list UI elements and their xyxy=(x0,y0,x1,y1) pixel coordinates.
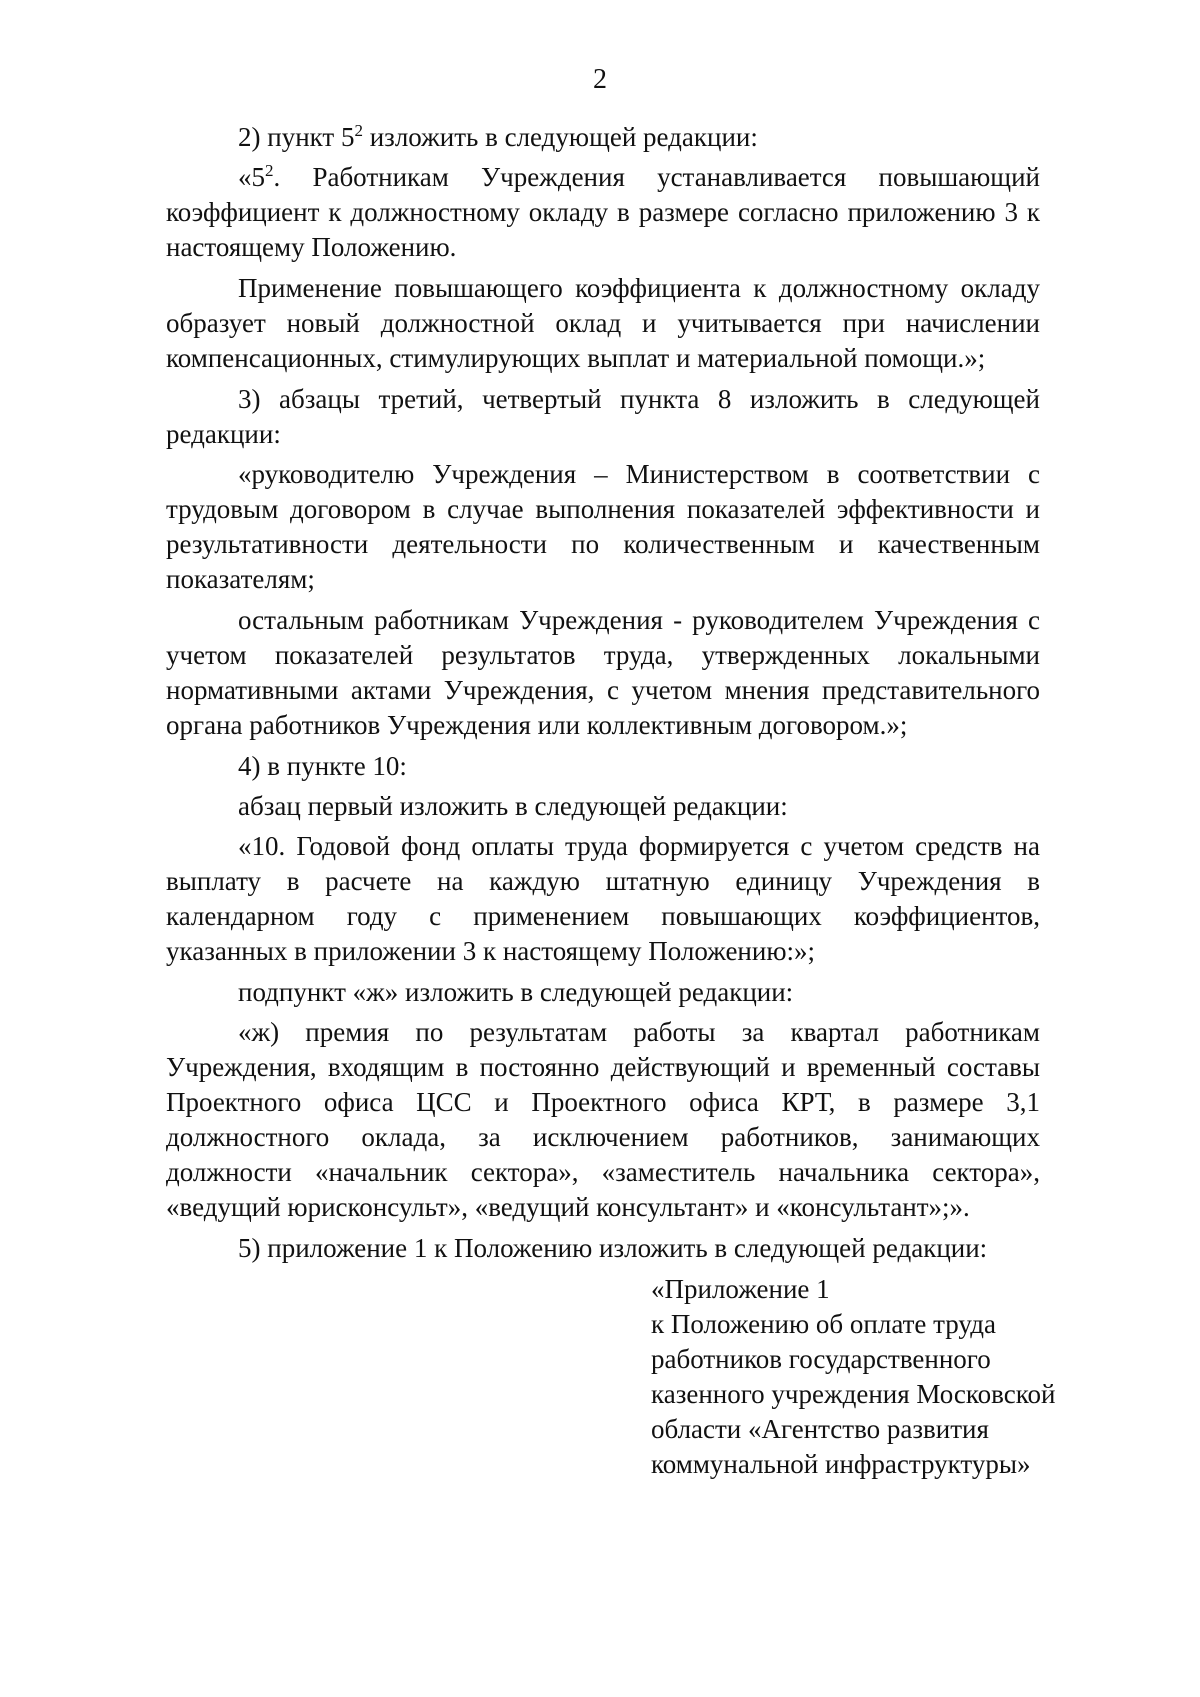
paragraph-subclause-zh: «ж) премия по результатам работы за квартал работникам Учреждения, входящим в постоянно действующий и временный составы Проектного офиса ЦСС и Проектного офиса КРТ, в размере 3,1 должностного оклада, за исключением работников, занимающих должности «начальник сектора», «заместитель начальника сектора», «ведущий юрисконсульт», «ведущий консультант» и «консультант»;». xyxy=(166,1017,1040,1222)
paragraph-clause-5-2 xyxy=(166,160,1040,265)
paragraph-item-5: 5) приложение 1 к Положению изложить в следующей редакции: xyxy=(238,1233,988,1263)
paragraph-item-4: 4) в пункте 10: xyxy=(238,751,407,781)
paragraph-text: «5 xyxy=(238,162,265,192)
appendix-line: области «Агентство развития xyxy=(651,1414,989,1444)
paragraph-clause-10: «10. Годовой фонд оплаты труда формируется с учетом средств на выплату в расчете на каждую штатную единицу Учреждения в календарном году с применением повышающих коэффициентов, указанных в приложении 3 к настоящему Положению:»; xyxy=(166,831,1040,966)
appendix-line: работников государственного xyxy=(651,1344,991,1374)
paragraph-head-of-institution: «руководителю Учреждения – Министерством в соответствии с трудовым договором в случае выполнения показателей эффективности и результативности деятельности по количественным и качественным показателям; xyxy=(166,459,1040,594)
paragraph-subclause-zh-intro: подпункт «ж» изложить в следующей редакции: xyxy=(238,977,794,1007)
paragraph-other-employees: остальным работникам Учреждения - руководителем Учреждения с учетом показателей результатов труда, утвержденных локальными нормативными актами Учреждения, с учетом мнения представительного органа работников Учреждения или коллективным договором.»; xyxy=(166,605,1040,740)
paragraph-first-abstract: абзац первый изложить в следующей редакции: xyxy=(238,791,788,821)
paragraph-item-3: 3) абзацы третий, четвертый пункта 8 изложить в следующей редакции: xyxy=(166,384,1040,449)
paragraph-text: изложить в следующей редакции: xyxy=(362,122,758,152)
paragraph-item-2 xyxy=(166,120,1040,155)
paragraph-text: 2) пункт 5 xyxy=(238,122,355,152)
appendix-header xyxy=(651,1272,1056,1482)
appendix-line: «Приложение 1 xyxy=(651,1274,830,1304)
document-body xyxy=(166,120,1056,1482)
paragraph-text: . Работникам Учреждения устанавливается повышающий коэффициент к должностному окладу в размере согласно приложению 3 к настоящему Положению. xyxy=(166,162,1040,262)
appendix-line: казенного учреждения Московской xyxy=(651,1379,1056,1409)
superscript: 2 xyxy=(265,161,274,180)
page-number: 2 xyxy=(593,64,607,95)
appendix-line: к Положению об оплате труда xyxy=(651,1309,996,1339)
superscript: 2 xyxy=(354,121,363,140)
appendix-line: коммунальной инфраструктуры» xyxy=(651,1449,1031,1479)
paragraph-coefficient-application: Применение повышающего коэффициента к должностному окладу образует новый должностной оклад и учитывается при начислении компенсационных, стимулирующих выплат и материальной помощи.»; xyxy=(166,273,1040,373)
